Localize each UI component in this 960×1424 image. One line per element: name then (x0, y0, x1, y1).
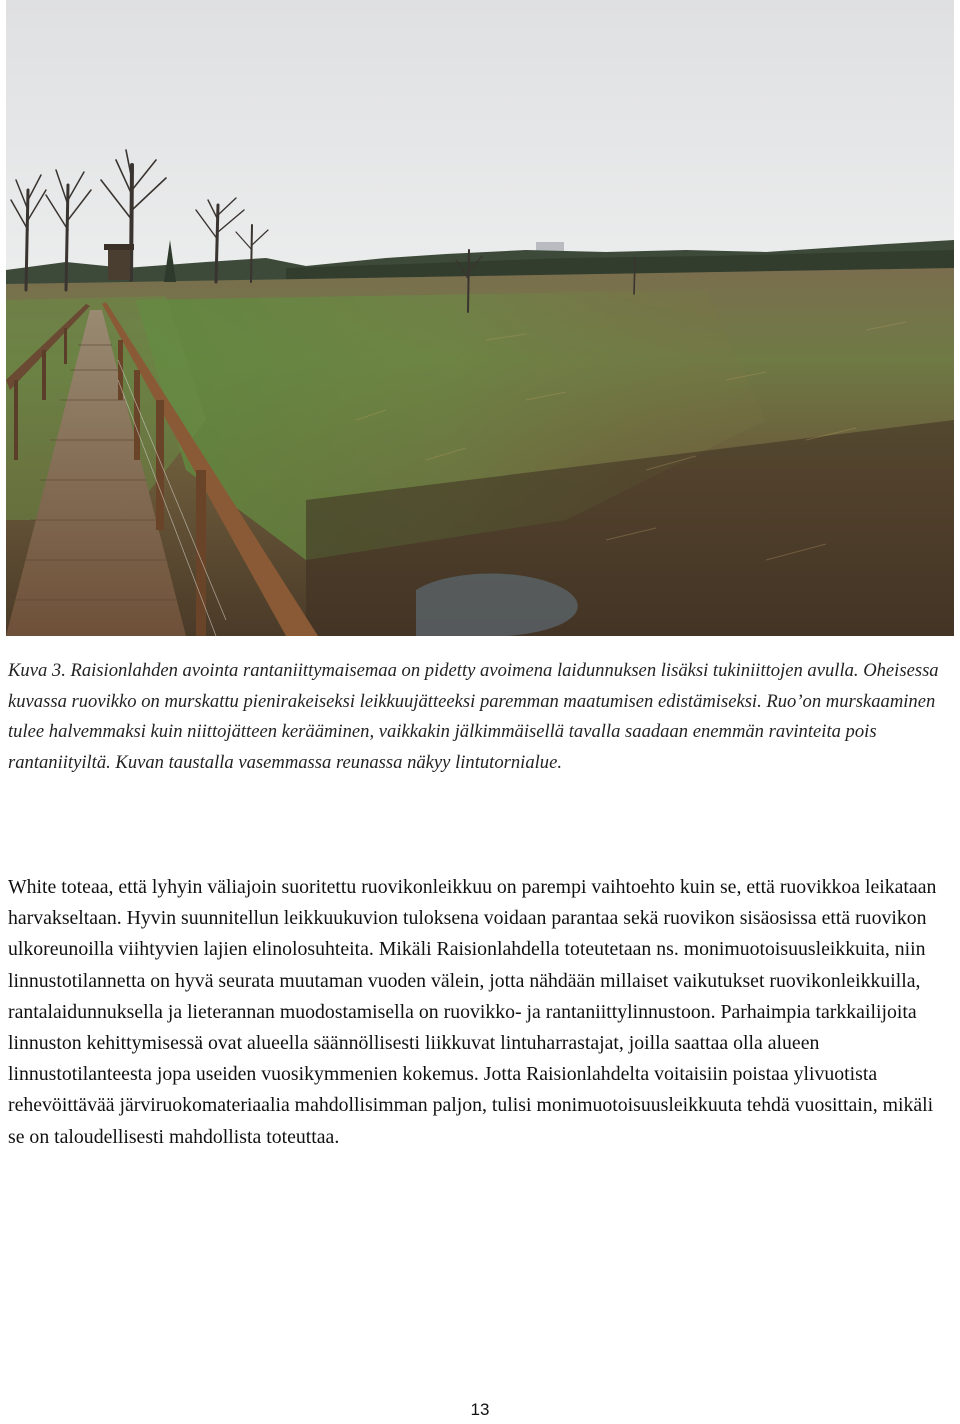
body-paragraph: White toteaa, että lyhyin väliajoin suoritettu ruovikonleikkuu on parempi vaihtoehto kuin se, että ruovikkoa leikataan harvakseltaan. Hyvin suunnitellun leikkuukuvion tuloksena voidaan parantaa sekä ruovikon sisäosissa että ruovikon ulkoreunoilla viihtyvien lajien elinolosuhteita. Mikäli Raisionlahdella toteutetaan ns. monimuotoisuusleikkuita, niin linnustotilannetta on hyvä seurata muutaman vuoden välein, jotta nähdään millaiset vaikutukset ruovikonleikkuilla, rantalaidunnuksella ja lieterannan muodostamisella on ruovikko- ja rantaniittylinnustoon. Parhaimpia tarkkailijoita linnuston kehittymisessä ovat alueella säännöllisesti liikkuvat lintuharrastajat, joilla saattaa olla alueen linnustotilanteesta jopa useiden vuosikymmenien kokemus. Jotta Raisionlahdelta voitaisiin poistaa ylivuotista rehevöittävää järviruokomateriaalia mahdollisimman paljon, tulisi monimuotoisuusleikkuuta tehdä vuosittain, mikäli se on taloudellisesti mahdollista toteuttaa. (8, 876, 937, 1148)
figure-caption: Kuva 3. Raisionlahden avointa rantaniittymaisemaa on pidetty avoimena laidunnuksen lisäksi tukiniittojen avulla. Oheisessa kuvassa ruovikko on murskattu pienirakeiseksi leikkuujätteeksi paremman maatumisen edistämiseksi. Ruo’on murskaaminen tulee halvemmaksi kuin niittojätteen kerääminen, vaikkakin jälkimmäisellä tavalla saadaan enemmän ravinteita pois rantaniityiltä. Kuvan taustalla vasemmassa reunassa näkyy lintutornialue. (8, 660, 939, 773)
page-number: 13 (470, 1400, 490, 1419)
landscape-photo (6, 0, 954, 636)
